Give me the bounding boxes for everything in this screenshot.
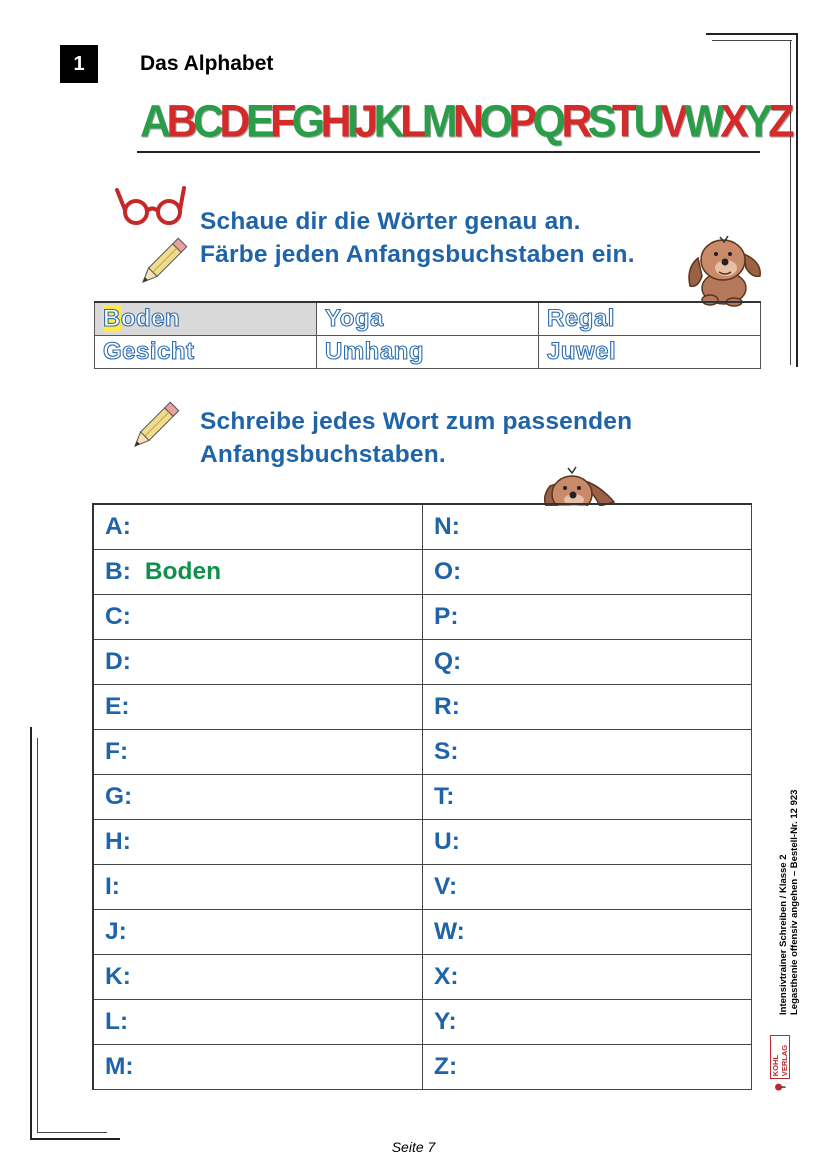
letter-cell[interactable] — [93, 1045, 423, 1090]
alphabet-letter: S — [587, 96, 612, 148]
alphabet-letter: D — [219, 96, 246, 148]
alphabet-letter: F — [269, 96, 292, 148]
letter-label: D: — [105, 648, 131, 675]
page-title: Das Alphabet — [140, 52, 274, 75]
page-number: Seite 7 — [391, 1139, 436, 1155]
letter-label: J: — [105, 918, 127, 945]
frame-line — [37, 1132, 107, 1133]
table-row — [93, 640, 752, 685]
table-row — [93, 550, 752, 595]
frame-line — [30, 727, 32, 1139]
table-row — [93, 685, 752, 730]
section-number: 1 — [60, 45, 98, 83]
divider — [137, 151, 760, 153]
letter-label: L: — [105, 1008, 129, 1035]
letter-cell[interactable] — [93, 1000, 423, 1045]
alphabet-letter: O — [479, 96, 509, 148]
letter-label: K: — [105, 963, 131, 990]
highlighted-letter: B — [103, 305, 121, 332]
letter-label: S: — [434, 738, 459, 765]
table-row — [93, 1045, 752, 1090]
letter-cell[interactable] — [423, 775, 752, 820]
publication-info — [778, 775, 800, 1015]
pencil-icon — [136, 236, 188, 290]
alphabet-letter: J — [354, 96, 374, 148]
frame-line — [790, 40, 791, 365]
letter-cell[interactable] — [93, 820, 423, 865]
letter-label: C: — [105, 603, 131, 630]
letter-label: Z: — [434, 1053, 458, 1080]
letter-cell[interactable] — [93, 685, 423, 730]
letter-label: U: — [434, 828, 460, 855]
glasses-icon — [114, 184, 190, 228]
alphabet-letter: H — [320, 96, 347, 148]
letter-label: Y: — [434, 1008, 457, 1035]
table-row — [93, 775, 752, 820]
alphabet-letter: B — [166, 96, 193, 148]
frame-line — [706, 33, 796, 35]
publisher-logo-icon — [772, 1082, 788, 1092]
alphabet-letter: R — [561, 96, 588, 148]
table-row — [93, 504, 752, 550]
pencil-icon — [128, 400, 180, 454]
dog-icon — [684, 228, 768, 308]
table-row — [93, 1000, 752, 1045]
table-row — [93, 955, 752, 1000]
letter-label: R: — [434, 693, 460, 720]
table-row — [93, 730, 752, 775]
word-cell[interactable]: Juwel — [539, 336, 761, 369]
table-row — [93, 820, 752, 865]
letter-cell[interactable] — [93, 775, 423, 820]
dog-head-icon — [542, 462, 620, 506]
letter-label: A: — [105, 513, 131, 540]
alphabet-letter: X — [720, 96, 745, 148]
publication-subtitle: Legasthenie offensiv angehen – Bestell-Nr. 12 923 — [789, 789, 800, 1015]
letter-label: G: — [105, 783, 133, 810]
instruction-line: Schaue dir die Wörter genau an. — [200, 208, 581, 235]
word-cell[interactable]: Gesicht — [95, 336, 317, 369]
letter-label: I: — [105, 873, 120, 900]
publication-title: Intensivtrainer Schreiben / Klasse 2 — [778, 854, 789, 1015]
publisher-name: KOHL VERLAG — [770, 1035, 790, 1079]
letter-cell[interactable] — [423, 865, 752, 910]
alphabet-letter: T — [611, 96, 634, 148]
alphabet-letter: M — [421, 96, 454, 148]
alphabet-banner — [140, 96, 790, 148]
frame-line — [712, 40, 792, 41]
alphabet-letter: W — [684, 96, 721, 148]
letter-label: W: — [434, 918, 465, 945]
letter-label: T: — [434, 783, 455, 810]
letter-label: Q: — [434, 648, 462, 675]
letter-label: H: — [105, 828, 131, 855]
instruction-line: Anfangsbuchstaben. — [200, 441, 446, 468]
table-row — [93, 595, 752, 640]
letter-cell[interactable] — [423, 730, 752, 775]
frame-line — [796, 33, 798, 367]
letter-cell[interactable] — [423, 910, 752, 955]
letter-cell[interactable] — [93, 910, 423, 955]
letter-cell[interactable] — [423, 1000, 752, 1045]
letter-cell[interactable] — [423, 595, 752, 640]
table-row — [95, 302, 761, 336]
word-cell[interactable] — [95, 302, 317, 336]
alphabet-letter: A — [140, 96, 167, 148]
alphabet-letter: E — [245, 96, 270, 148]
alphabet-letter: K — [373, 96, 401, 148]
letter-label: B: — [105, 558, 131, 585]
letter-label: V: — [434, 873, 458, 900]
table-row — [93, 910, 752, 955]
letter-cell[interactable] — [423, 504, 752, 550]
alphabet-letter: Q — [532, 96, 562, 148]
instruction-line: Färbe jeden Anfangsbuchstaben ein. — [200, 241, 635, 268]
letter-cell[interactable] — [423, 955, 752, 1000]
letter-cell[interactable] — [423, 685, 752, 730]
frame-line — [37, 738, 38, 1133]
letter-label: X: — [434, 963, 459, 990]
alphabet-letter: L — [400, 96, 422, 148]
letter-cell[interactable] — [423, 640, 752, 685]
alphabet-letter: V — [660, 96, 685, 148]
letter-cell[interactable] — [93, 550, 423, 595]
alphabet-letter: Y — [744, 96, 769, 148]
alphabet-letter: G — [291, 96, 321, 148]
word-cell[interactable]: Umhang — [317, 336, 539, 369]
alphabet-letter: I — [346, 96, 355, 148]
letter-cell[interactable] — [423, 820, 752, 865]
instruction-1 — [200, 205, 635, 271]
letter-cell[interactable] — [423, 550, 752, 595]
letter-label: O: — [434, 558, 462, 585]
word-table — [94, 301, 761, 369]
word-rest: oden — [120, 305, 181, 332]
letter-cell[interactable] — [93, 865, 423, 910]
letter-label: P: — [434, 603, 459, 630]
letter-cell[interactable] — [93, 730, 423, 775]
word-cell[interactable]: Regal — [539, 302, 761, 336]
letter-cell[interactable] — [423, 1045, 752, 1090]
alphabet-answer-table — [92, 503, 752, 1090]
letter-label: M: — [105, 1053, 134, 1080]
word-cell[interactable]: Yoga — [317, 302, 539, 336]
table-row — [95, 336, 761, 369]
alphabet-letter: U — [633, 96, 661, 148]
letter-cell[interactable] — [93, 595, 423, 640]
letter-cell[interactable] — [93, 504, 423, 550]
publisher-logo — [770, 1035, 790, 1092]
letter-label: F: — [105, 738, 129, 765]
alphabet-letter: Z — [768, 96, 790, 148]
table-row — [93, 865, 752, 910]
answer-word: Boden — [144, 558, 222, 585]
letter-label: N: — [434, 513, 460, 540]
letter-label: E: — [105, 693, 130, 720]
alphabet-letter: N — [453, 96, 480, 148]
alphabet-letter: C — [192, 96, 220, 148]
instruction-line: Schreibe jedes Wort zum passenden — [200, 408, 633, 435]
alphabet-letter: P — [508, 96, 533, 148]
letter-cell[interactable] — [93, 955, 423, 1000]
letter-cell[interactable] — [93, 640, 423, 685]
